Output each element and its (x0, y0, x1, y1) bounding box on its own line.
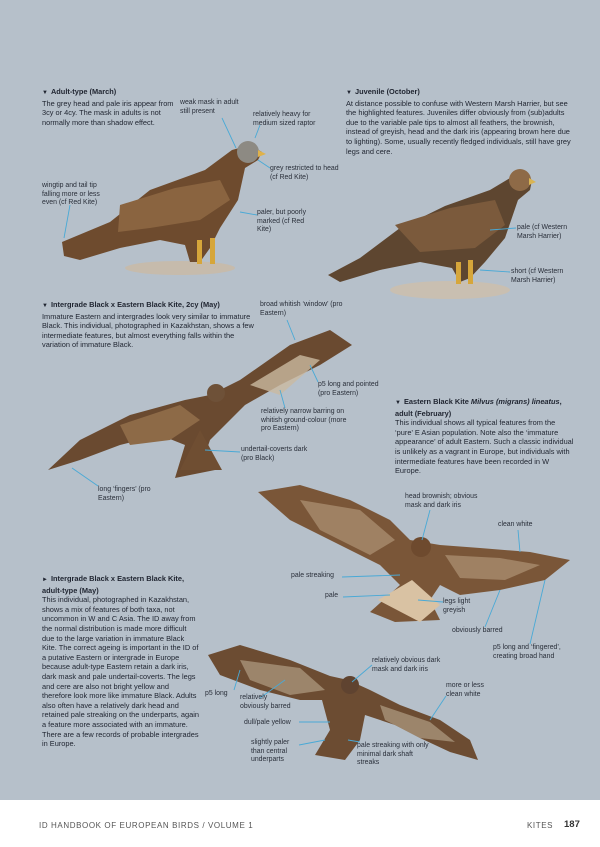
annotation-more-or-less-clean-white: more or less clean white (446, 682, 484, 698)
intergrade-adult-text: This individual, photographed in Kazakhstan, shows a mix of features of both taxa, not uncommon in W and C Asia. The ID away from the normal distribution is made more difficult due to the large variation in immature Black Kite. The correct ageing is important in the ID of a putative Eastern or intergrade in Europe because adult-type Eastern retain a dark iris, dark mask and pale undertail-coverts. The legs and cere are also not bright yellow and therefore look more like immature Black. Adults also often have a relatively dark head and retained pale streaking on the underparts, again a feature more associated with an immature. There are a few records of probable intergrades in Europe. (42, 595, 199, 749)
annotation-pale: pale (325, 592, 339, 599)
intergrade-2cy-heading: ▼ Intergrade Black x Eastern Black Kite, 2cy (May) (42, 300, 220, 309)
annotation-narrow-barring: relatively narrow barring on whitish ground-colour (more pro Eastern) (261, 408, 347, 433)
adult-march-text: The grey head and pale iris appear from 3cy or 4cy. The mask in adults is not normally more than shadow effect. (42, 98, 174, 127)
annotation-short-juvenile: short (cf Western Marsh Harrier) (511, 268, 564, 284)
triangle-right-icon: ► (42, 577, 48, 583)
adult-march-block (42, 87, 177, 127)
juvenile-heading: ▼ Juvenile (October) (346, 87, 420, 96)
eastern-adult-block (395, 397, 575, 476)
annotation-legs-light-greyish: legs light greyish (443, 598, 471, 614)
annotation-pale-streaking-minimal: pale streaking with only minimal dark shaft streaks (357, 742, 429, 767)
triangle-down-icon: ▼ (42, 90, 48, 96)
annotation-long-fingers: long ‘fingers’ (pro Eastern) (98, 486, 151, 502)
adult-march-heading: ▼ Adult-type (March) (42, 87, 117, 96)
annotation-pale-streaking: pale streaking (291, 572, 334, 579)
footer-section: KITES (527, 821, 554, 830)
intergrade-2cy-block (42, 300, 260, 350)
annotation-undertail-dark: undertail-coverts dark (pro Black) (241, 446, 308, 462)
footer-book-title: ID HANDBOOK OF EUROPEAN BIRDS / VOLUME 1 (39, 821, 254, 830)
juvenile-block (346, 87, 578, 156)
triangle-down-icon: ▼ (395, 400, 401, 406)
intergrade-2cy-text: Immature Eastern and intergrades look very similar to immature Black. This individual, photographed in Kazakhstan, shows a few intermediate features, but almost everything falls within the variation of immature Black. (42, 311, 254, 350)
annotation-broad-window: broad whitish ‘window’ (pro Eastern) (260, 301, 343, 317)
annotation-slightly-paler: slightly paler than central underparts (251, 739, 290, 764)
intergrade-adult-block (42, 574, 200, 749)
annotation-pale-juvenile: pale (cf Western Marsh Harrier) (517, 224, 568, 240)
annotation-relatively-obviously-barred: relatively obviously barred (240, 694, 291, 710)
intergrade-adult-heading: ► Intergrade Black x Eastern Black Kite, adult-type (May) (42, 574, 185, 595)
annotation-p5-long: p5 long (205, 690, 228, 697)
annotation-obviously-barred: obviously barred (452, 627, 503, 634)
annotation-obvious-dark-mask: relatively obvious dark mask and dark iris (372, 657, 441, 673)
annotation-clean-white: clean white (498, 521, 533, 528)
annotation-paler-poorly-marked: paler, but poorly marked (cf Red Kite) (257, 209, 307, 234)
annotation-grey-restricted: grey restricted to head (cf Red Kite) (270, 165, 339, 181)
page-footer (0, 800, 600, 847)
footer-page-number: 187 (564, 819, 580, 830)
eastern-adult-heading: ▼ Eastern Black Kite Milvus (migrans) lineatus, adult (February) (395, 397, 562, 418)
eastern-adult-text: This individual shows all typical features from the ‘pure’ E Asian population. Note also the ‘immature appearance’ of adult Eastern. Such a classic individual is unlikely as a vagrant in Europe, but individuals with intermediate features have been recorded in W Europe. (395, 418, 574, 476)
annotation-p5-long-pointed: p5 long and pointed (pro Eastern) (318, 381, 379, 397)
annotation-weak-mask: weak mask in adult still present (180, 99, 239, 115)
annotation-dull-pale-yellow: dull/pale yellow (244, 719, 291, 726)
juvenile-text: At distance possible to confuse with Western Marsh Harrier, but see the highlighted features. Juveniles differ obviously from (sub)adults due to the variable pale tips to almost all feathers, the brownish, instead of greyish, head and the dark iris (appearing brown here due to lighting). Some, usually recently fledged individuals, still have grey legs and cere. (346, 98, 571, 156)
annotation-relatively-heavy: relatively heavy for medium sized raptor (253, 111, 316, 127)
annotation-head-brownish: head brownish; obvious mask and dark iris (405, 493, 478, 509)
annotation-p5-long-fingered: p5 long and ‘fingered’, creating broad hand (493, 644, 561, 660)
triangle-down-icon: ▼ (346, 90, 352, 96)
annotation-wingtip-tail: wingtip and tail tip falling more or less even (cf Red Kite) (42, 182, 100, 207)
triangle-down-icon: ▼ (42, 303, 48, 309)
